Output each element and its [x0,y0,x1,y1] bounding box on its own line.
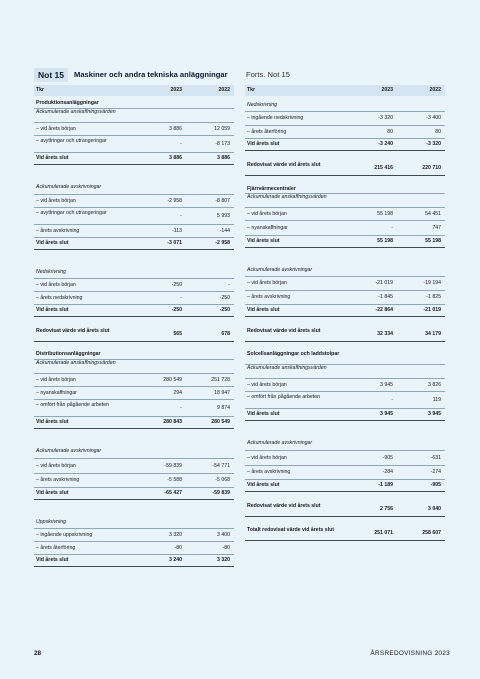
table-row [34,225,234,238]
row-label: Totalt redovisat värde vid årets slut [247,526,334,533]
table-row [245,451,445,466]
table-row [34,387,234,400]
value-2023: -1 845 [378,294,393,301]
bold-row [245,351,445,365]
value-2022: 9 874 [217,404,230,411]
section-subheading [245,365,445,379]
section-subheading [245,437,445,451]
value-2023: -2 958 [167,197,182,204]
value-2023: -21 019 [375,280,393,287]
row-label: Vid årets slut [247,482,280,489]
continued-label: Forts. Not 15 [246,70,290,79]
value-2023: 55 198 [377,210,393,217]
value-2023: -22 864 [375,307,393,314]
table-row [34,374,234,387]
value-2023: 280 843 [163,419,182,426]
value-2022: 2022 [429,87,441,94]
row-label: Vid årets slut [36,155,69,162]
row-label: – vid årets början [36,281,76,288]
table-row [34,474,234,488]
table-row [34,136,234,153]
bold-row [245,409,445,421]
bold-row [34,417,234,429]
table-row [34,195,234,208]
value-2023: 3 945 [380,381,393,388]
value-2023: 280 549 [163,376,182,383]
row-label: – vid årets början [247,280,287,287]
row-label: Vid årets slut [36,307,69,314]
bold-row [245,327,445,342]
row-label: – årets återföring [247,128,287,135]
spacer [245,317,445,327]
value-2022: -80 [222,544,230,551]
value-2023: -284 [382,469,393,476]
bold-row [245,305,445,317]
value-2022: -250 [219,307,230,314]
value-2022: 280 549 [211,419,230,426]
bold-row [34,100,234,109]
value-2023: - [180,140,182,147]
table-row [34,459,234,474]
table-row [34,279,234,292]
bold-row [245,161,445,176]
row-label: – avyttringar och utrangeringar [36,209,107,216]
value-2022: -3 320 [426,141,441,148]
row-label: Distributionsanläggningar [36,351,101,357]
row-label: – ingående uppskrivning [36,531,93,538]
spacer [34,317,234,327]
bold-row [245,502,445,517]
spacer [245,421,445,437]
value-2022: -5 068 [215,477,230,484]
value-2022: 3 040 [428,505,441,512]
bold-row [245,480,445,492]
value-2022: 12 059 [214,125,230,132]
section-subheading [245,100,445,112]
value-2023: 80 [387,128,393,135]
value-2022: -144 [219,227,230,234]
row-label: Vid årets slut [36,240,69,247]
row-label: – årets nedskrivning [36,294,83,301]
row-label: Redovisat värde vid årets slut [247,327,321,334]
value-2022: 258 607 [422,529,441,536]
row-label: Nedskrivning [36,268,66,275]
row-label: Vid årets slut [247,307,280,314]
table-row [245,392,445,409]
value-2023: -250 [171,281,182,288]
row-label: Ackumulerade avskrivningar [36,448,102,455]
spacer [245,517,445,526]
row-label: – vid årets början [247,454,287,461]
value-2022: 119 [432,396,441,403]
table-header-row [245,85,445,96]
value-2023: -113 [172,227,182,234]
row-label: – årets återföring [36,544,76,551]
table-row [245,291,445,305]
table-row [245,379,445,392]
value-2022: 54 451 [425,210,441,217]
value-2022: -3 400 [426,115,441,122]
section-subheading [34,360,234,374]
value-2023: -3 240 [378,141,393,148]
bold-row [34,351,234,360]
row-label: Nedskrivning [247,102,277,109]
value-2022: -54 771 [212,462,230,469]
row-label: Vid årets slut [36,419,69,426]
row-label: Uppskrivning [36,518,66,525]
row-label: – nyanskaffningar [247,224,288,231]
value-2023: -5 588 [167,477,182,484]
note-header [34,68,450,82]
spacer [245,342,445,351]
value-2022: -59 839 [212,490,230,497]
section-subheading [245,194,445,208]
value-2023: 215 416 [374,164,393,171]
value-2022: -631 [430,454,441,461]
row-label: Ackumulerade avskrivningar [247,440,313,447]
value-2023: - [180,294,182,301]
row-label: Ackumulerade anskaffningsvärden [247,365,327,372]
bold-row [34,238,234,250]
table-header-row [34,85,234,96]
value-2023: -59 839 [164,462,182,469]
table-row [34,208,234,225]
row-label: Vid årets slut [36,557,69,564]
value-2022: 3 886 [217,155,230,162]
spacer [245,176,445,185]
value-2022: -19 194 [423,280,441,287]
row-label: Ackumulerade anskaffningsvärden [36,360,116,367]
value-2022: -8 173 [215,140,230,147]
row-label: Vid årets slut [36,490,69,497]
value-2022: 18 947 [214,389,230,396]
row-label: – vid årets början [36,197,76,204]
spacer [34,500,234,516]
row-label: – årets avskrivning [247,469,291,476]
bold-row [34,488,234,500]
table-row [245,466,445,480]
row-label: Ackumulerade avskrivningar [36,184,102,191]
row-label: Vid årets slut [247,238,280,245]
row-label: – årets avskrivning [36,227,80,234]
value-2022: 747 [432,224,441,231]
value-2022: 3 400 [217,531,230,538]
spacer [34,165,234,181]
table-row [34,529,234,542]
spacer [245,492,445,502]
bold-row [34,555,234,567]
section-subheading [34,109,234,123]
table-row [34,542,234,555]
table-row [34,123,234,136]
value-2023: 294 [173,389,182,396]
value-2022: 34 179 [425,330,441,337]
value-2022: 251 728 [211,376,230,383]
row-label: – årets avskrivning [36,477,80,484]
value-2023: 3 320 [169,531,182,538]
value-2023: 2023 [381,87,393,94]
table-row [245,277,445,291]
note-title: Maskiner och andra tekniska anläggningar [74,70,228,79]
row-label: – årets avskrivning [247,294,291,301]
report-title: ÅRSREDOVISNING 2023 [370,650,450,657]
right-table [245,85,445,541]
bold-row [34,327,234,342]
row-label: Vid årets slut [247,141,280,148]
value-2023: -80 [174,544,182,551]
value-2022: 80 [435,128,441,135]
bold-row [245,139,445,151]
value-2023: - [180,212,182,219]
row-label: Produktionsanläggningar [36,100,99,106]
value-2023: 251 071 [374,529,393,536]
value-2022: 55 198 [425,238,441,245]
table-row [245,208,445,221]
value-2023: 55 198 [377,238,393,245]
table-row [245,126,445,139]
value-2023: -250 [171,307,182,314]
bold-row [34,153,234,165]
row-label: – nyanskaffningar [36,389,77,396]
row-label: Fjärrvärmecentraler [247,185,296,192]
spacer [34,429,234,445]
value-2022: - [228,281,230,288]
row-label: – ingående nedskrivning [247,115,304,122]
value-2022: -250 [219,294,230,301]
value-2022: 3 320 [217,557,230,564]
section-subheading [34,181,234,195]
spacer [245,151,445,161]
row-label: Solcellsanläggningar och laddstolpar [247,351,340,358]
value-2022: 3 945 [428,411,441,418]
value-2022: -21 019 [423,307,441,314]
value-2022: -274 [430,469,441,476]
row-label: – avyttringar och utrangeringar [36,137,107,144]
table-row [245,112,445,126]
bold-row [245,526,445,541]
note-badge: Not 15 [34,68,68,82]
row-label: – vid årets början [247,210,287,217]
bold-row [245,185,445,194]
row-label: – omfört från pågående arbeten [247,393,320,400]
row-label: Tkr [247,87,256,94]
row-label: – vid årets början [36,376,76,383]
value-2022: 678 [221,330,230,337]
row-label: Redovisat värde vid årets slut [36,327,110,334]
value-2023: 3 945 [380,411,393,418]
value-2022: -8 807 [215,197,230,204]
value-2022: -2 958 [215,240,230,247]
value-2022: 2022 [218,87,230,94]
value-2023: 2023 [170,87,182,94]
value-2023: -3 071 [167,240,182,247]
row-label: Vid årets slut [247,411,280,418]
row-label: Redovisat värde vid årets slut [247,502,321,509]
row-label: Ackumulerade avskrivningar [247,266,313,273]
page-number: 28 [34,650,42,657]
value-2022: 5 993 [217,212,230,219]
value-2023: 3 240 [169,557,182,564]
row-label: – vid årets början [247,381,287,388]
value-2022: -905 [430,482,441,489]
table-row [34,292,234,305]
row-label: Redovisat värde vid årets slut [247,161,321,168]
bold-row [245,236,445,248]
value-2023: - [391,396,393,403]
value-2023: - [180,404,182,411]
row-label: Tkr [36,87,45,94]
table-row [34,400,234,417]
row-label: – omfört från pågående arbeten [36,401,109,408]
value-2023: -3 320 [378,115,393,122]
value-2023: 3 886 [169,125,182,132]
value-2022: 3 826 [428,381,441,388]
section-subheading [34,266,234,279]
value-2022: -1 825 [426,294,441,301]
spacer [245,248,445,264]
value-2023: 3 886 [169,155,182,162]
left-table [34,85,234,567]
section-subheading [34,516,234,529]
spacer [34,250,234,266]
row-label: – vid årets början [36,125,76,132]
table-row [245,221,445,236]
value-2023: 32 334 [377,330,393,337]
row-label: Ackumulerade anskaffningsvärden [36,109,116,116]
value-2023: 565 [173,330,182,337]
section-subheading [34,445,234,459]
value-2023: -65 427 [164,490,182,497]
row-label: – vid årets början [36,462,76,469]
section-subheading [245,264,445,277]
value-2023: 2 756 [380,505,393,512]
value-2023: -1 189 [378,482,393,489]
row-label: Ackumulerade anskaffningsvärden [247,194,327,201]
value-2023: -905 [382,454,393,461]
spacer [34,342,234,351]
bold-row [34,305,234,317]
value-2023: - [391,224,393,231]
value-2022: 220 710 [422,164,441,171]
